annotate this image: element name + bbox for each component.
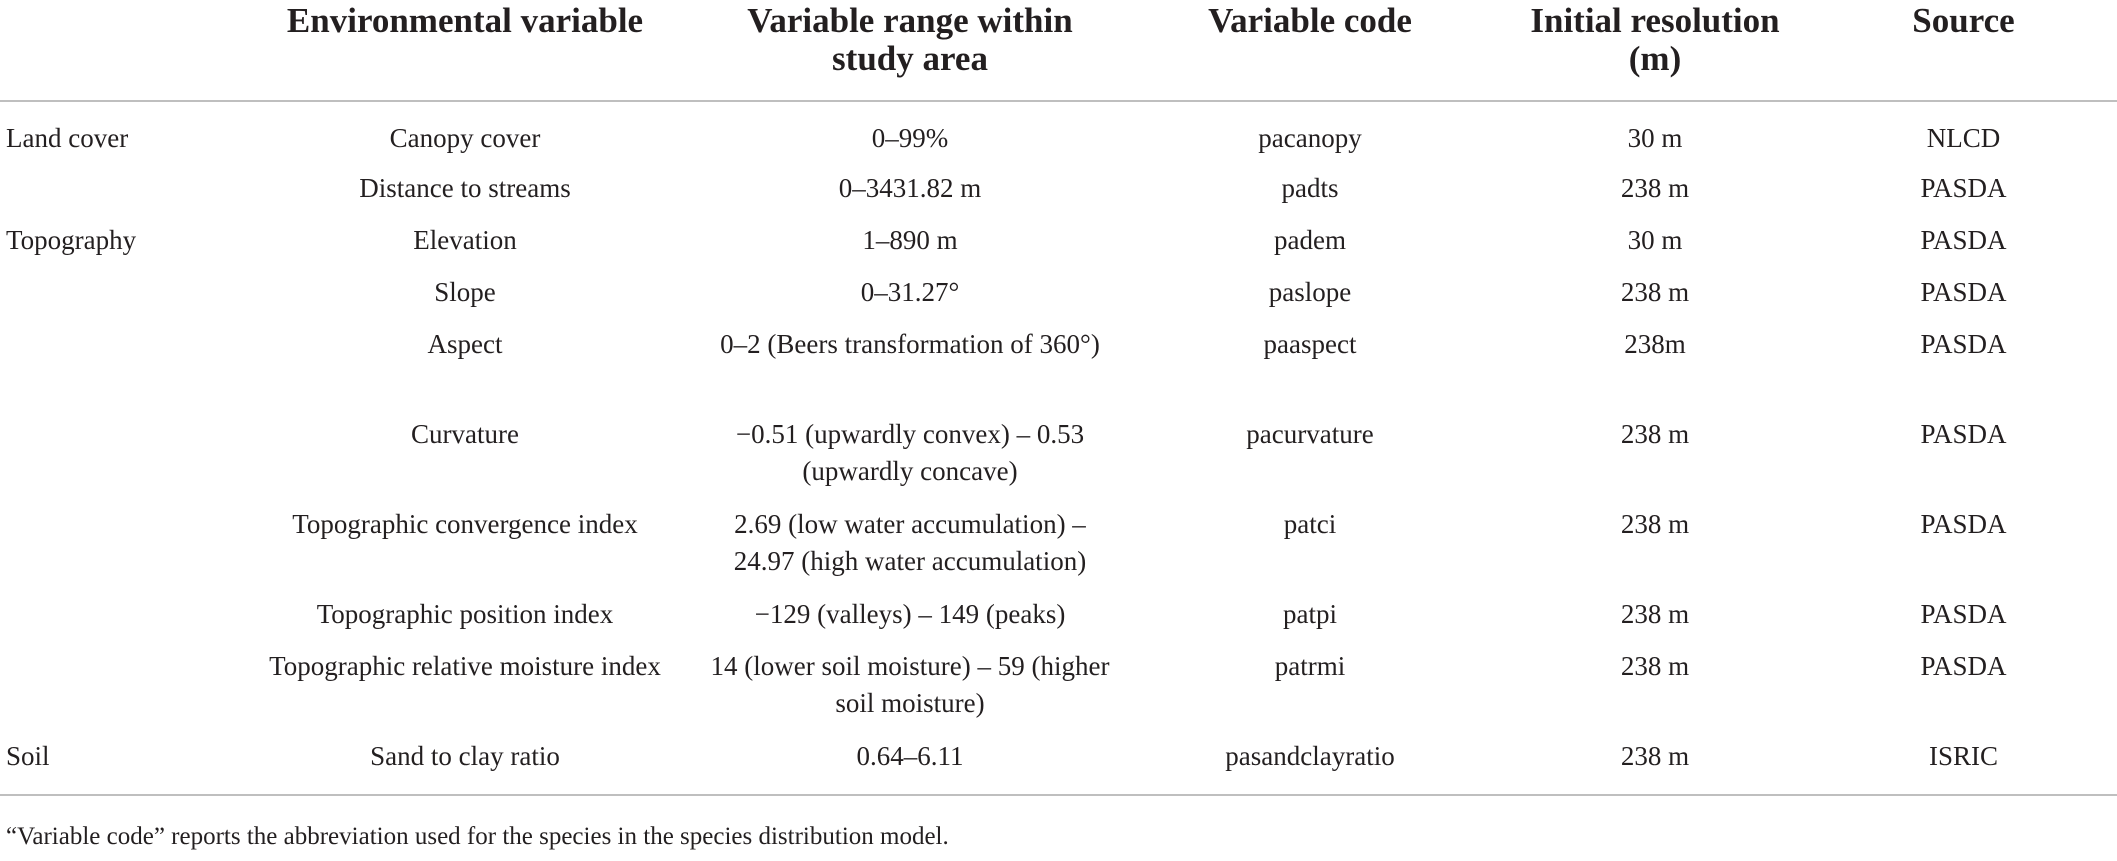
cell-variable: Elevation: [413, 225, 517, 255]
cell-source: PASDA: [1920, 277, 2007, 307]
cell-code: padem: [1274, 225, 1346, 255]
cell-category: [0, 506, 230, 596]
cell-source: NLCD: [1926, 123, 2001, 153]
table-row: [0, 222, 2117, 274]
cell-category: [0, 274, 230, 326]
cell-code: pacurvature: [1246, 419, 1374, 449]
cell-source: PASDA: [1920, 419, 2007, 449]
table-row: [0, 416, 2117, 506]
cell-variable: Topographic relative moisture index: [269, 651, 661, 681]
cell-variable: Sand to clay ratio: [230, 738, 700, 795]
table-row: [0, 274, 2117, 326]
cell-resolution: 30 m: [1627, 225, 1683, 255]
cell-code: patrmi: [1274, 651, 1346, 681]
cell-category: Soil: [0, 738, 230, 795]
cell-range: −129 (valleys) – 149 (peaks): [754, 599, 1066, 629]
cell-source: PASDA: [1920, 599, 2007, 629]
cell-variable: Slope: [434, 277, 496, 307]
table-body: [0, 101, 2117, 795]
cell-resolution: 30 m: [1627, 123, 1683, 153]
cell-code: patci: [1283, 509, 1337, 539]
table-row: [0, 648, 2117, 738]
cell-code: patpi: [1283, 599, 1337, 629]
cell-code: pacanopy: [1258, 123, 1362, 153]
header-source: Source: [1810, 0, 2117, 101]
cell-category: Topography: [6, 225, 137, 255]
table-footnote: “Variable code” reports the abbreviation used for the species in the species distribution model.: [6, 823, 949, 850]
cell-resolution: 238 m: [1620, 651, 1690, 681]
cell-range: 0–3431.82 m: [838, 173, 982, 203]
cell-variable: Curvature: [411, 419, 519, 449]
cell-resolution: 238 m: [1620, 419, 1690, 449]
cell-range: 0–99%: [871, 123, 949, 153]
header-environmental-variable: Environmental variable: [230, 0, 700, 101]
cell-code: paslope: [1268, 277, 1352, 307]
cell-source: ISRIC: [1810, 738, 2117, 795]
cell-variable: Canopy cover: [389, 123, 541, 153]
cell-category: [0, 596, 230, 648]
cell-range: 1–890 m: [862, 225, 958, 255]
cell-category: [0, 326, 230, 416]
cell-variable: Distance to streams: [359, 173, 571, 203]
cell-range: 14 (lower soil moisture) – 59 (higher soil moisture): [710, 651, 1110, 718]
cell-code: padts: [1281, 173, 1339, 203]
cell-resolution: 238 m: [1620, 509, 1690, 539]
cell-range: 0.64–6.11: [700, 738, 1120, 795]
table-row: [0, 738, 2117, 795]
header-variable-range: Variable range within study area: [700, 0, 1120, 101]
cell-range: −0.51 (upwardly convex) – 0.53 (upwardly concave): [735, 419, 1085, 486]
cell-variable: Topographic convergence index: [292, 509, 638, 539]
cell-source: PASDA: [1920, 173, 2007, 203]
cell-category: [0, 648, 230, 738]
header-row: [0, 0, 2117, 101]
table-row: [0, 101, 2117, 170]
table-row: [0, 326, 2117, 416]
cell-range: 0–2 (Beers transformation of 360°): [720, 329, 1100, 359]
header-initial-resolution: Initial resolution (m): [1500, 0, 1810, 101]
cell-source: PASDA: [1920, 651, 2007, 681]
table-row: [0, 170, 2117, 222]
cell-code: paaspect: [1263, 329, 1357, 359]
table-row: [0, 596, 2117, 648]
header-category: [0, 0, 230, 101]
cell-range: 2.69 (low water accumulation) – 24.97 (high water accumulation): [733, 509, 1087, 576]
cell-resolution: 238 m: [1620, 599, 1690, 629]
cell-source: PASDA: [1920, 329, 2007, 359]
cell-code: pasandclayratio: [1120, 738, 1500, 795]
table-row: [0, 506, 2117, 596]
header-variable-code: Variable code: [1120, 0, 1500, 101]
cell-category: [0, 170, 230, 222]
cell-resolution: 238 m: [1500, 738, 1810, 795]
cell-source: PASDA: [1920, 509, 2007, 539]
cell-resolution: 238 m: [1620, 277, 1690, 307]
cell-variable: Aspect: [427, 329, 503, 359]
cell-resolution: 238m: [1624, 329, 1686, 359]
cell-category: Land cover: [6, 123, 129, 153]
cell-variable: Topographic position index: [316, 599, 614, 629]
cell-resolution: 238 m: [1620, 173, 1690, 203]
cell-category: [0, 416, 230, 506]
cell-range: 0–31.27°: [860, 277, 960, 307]
cell-source: PASDA: [1920, 225, 2007, 255]
table-header: [0, 0, 2117, 101]
